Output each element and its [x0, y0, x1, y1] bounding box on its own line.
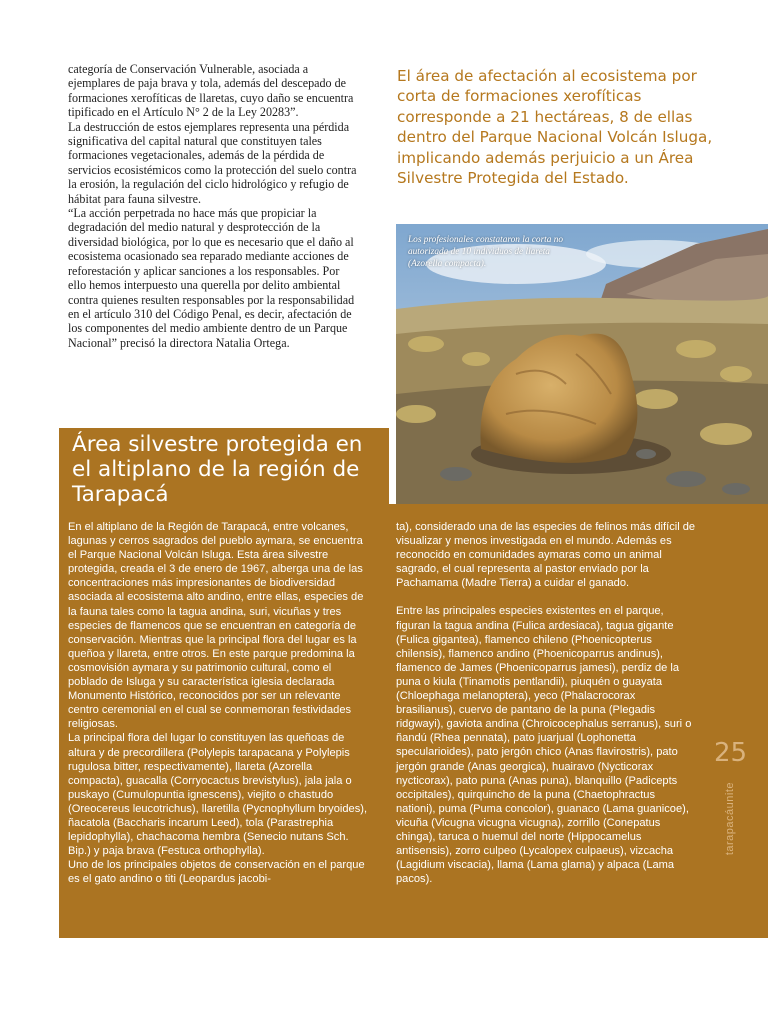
page-number: 25	[714, 738, 748, 768]
llareta-photo	[396, 224, 768, 504]
section-column-right	[396, 520, 696, 886]
section-title: Área silvestre protegida en el altiplano de la región de Tarapacá	[72, 432, 363, 507]
intro-text	[68, 62, 358, 350]
body-paragraph: Uno de los principales objetos de conservación en el parque es el gato andino o titi (Leopardus jacobi-	[68, 859, 365, 886]
intro-paragraph: La destrucción de estos ejemplares representa una pérdida significativa del capital natural que constituyen tales formaciones vegetacionales, además de la pérdida de servicios ecosistémicos como la protección del suelo contra la erosión, la regulación del ciclo hidrológico y refugio de hábitat para fauna silvestre.	[68, 119, 357, 206]
magazine-brand: tarapacáunite	[724, 782, 736, 856]
pull-quote: El área de afectación al ecosistema por corta de formaciones xerofíticas corresponde a 21 hectáreas, 8 de ellas dentro del Parque Nacional Volcán Isluga, implicando además perjuicio a un Área Silvestre Protegida del Estado.	[397, 67, 713, 188]
quote-paragraph: “La acción perpetrada no hace más que propiciar la degradación del medio natural y desprotección de la diversidad biológica, por lo que es necesario que el daño al ecosistema ocasionado sea reparado mediante acciones de reforestación y aplicar sanciones a los responsables. Por ello hemos interpuesto una querella por delito ambiental contra quienes resulten responsables por la responsabilidad en el artículo 310 del Código Penal, es decir, afectación de los componentes del medio ambiente dentro de un Parque Nacional” precisó la directora Natalia Ortega.	[68, 206, 355, 350]
body-paragraph: Entre las principales especies existentes en el parque, figuran la tagua andina (Fulica ardesiaca), tagua gigante (Fulica gigantea), flamenco chileno (Phoenicopterus chilensis), flamenco andino (Phoenicoparrus andinus), flamenco de James (Phoenicoparrus jamesi), perdiz de la puna o kiula (Tinamotis pentlandii), piuquén o guayata (Chloephaga melanoptera), yeco (Phalacrocorax brasilianus), cuervo de pantano de la puna (Plegadis ridgwayi), gaviota andina (Chroicocephalus serranus), suri o ñandú (Rhea pennata), pato juarjual (Lophonetta specularioides), pato jergón chico (Anas flavirostris), pato jergón grande (Anas georgica), huairavo (Nycticorax nycticorax), pato puna (Anas puna), blanquillo (Padicepts occipitales), quirquincho de la puna (Chaetophractus nationi), puma (Puma concolor), guanaco (Lama guanicoe), vicuña (Vicugna vicugna vicugna), zorrillo (Conepatus chinga), taruca o huemul del norte (Hippocamelus antisensis), zorro culpeo (Lycalopex culpaeus), vizcacha (Lagidium viscacia), llama (Lama glama) y alpaca (Lama pacos).	[396, 605, 692, 886]
intro-paragraph: categoría de Conservación Vulnerable, asociada a ejemplares de paja brava y tola, además del descepado de formaciones xerofíticas de llaretas, cuyo daño se encuentra tipificado en el Artículo N° 2 de la Ley 20283”.	[68, 62, 354, 120]
body-paragraph: ta), considerado una de las especies de felinos más difícil de visualizar y menos investigada en el mundo. Además es reconocido en comunidades aymaras como un animal sagrado, el cual representa al pastor enviado por la Pachamama (Madre Tierra) a cuidar el ganado.	[396, 521, 696, 590]
section-column-left	[68, 520, 368, 886]
body-paragraph: En el altiplano de la Región de Tarapacá, entre volcanes, lagunas y cerros sagrados del pueblo aymara, se encuentra el Parque Nacional Volcán Isluga. Esta área silvestre protegida, creada el 3 de enero de 1967, alberga una de las concentraciones más impresionantes de biodiversidad asociada al ecosistema alto andino, entre ellas, especies de la fauna tales como la tagua andina, suri, vicuñas y tres especies de flamencos que se encuentran en categoría de conservación. Mientras que la principal flora del lugar es la queñoa y llareta, entre otros. En este parque predomina la cosmovisión aymara y su patrimonio cultural, como el poblado de Isluga y su característica iglesia declarada Monumento Histórico, reconocidos por ser un relevante centro ceremonial en el cual se conmemoran festividades religiosas.	[68, 521, 364, 731]
photo-caption: Los profesionales constataron la corta no autorizada de 10 individuos de llareta (Azorella compacta).	[408, 235, 564, 269]
body-paragraph: La principal flora del lugar lo constituyen las queñoas de altura y de precordillera (Polylepis tarapacana y Polylepis rugulosa bitter, respectivamente), llareta (Azorella compacta), guacalla (Corryocactus brevistylus), jala jala o puskayo (Cumulopuntia ignescens), viejito o chastudo (Oreocereus leucotrichus), llaretilla (Pycnophyllum bryoides), ñacatola (Baccharis incarum Leed), tola (Parastrephia lepidophylla), chachacoma hembra (Senecio nutans Sch. Bip.) y paja brava (Festuca orthophylla).	[68, 732, 368, 858]
